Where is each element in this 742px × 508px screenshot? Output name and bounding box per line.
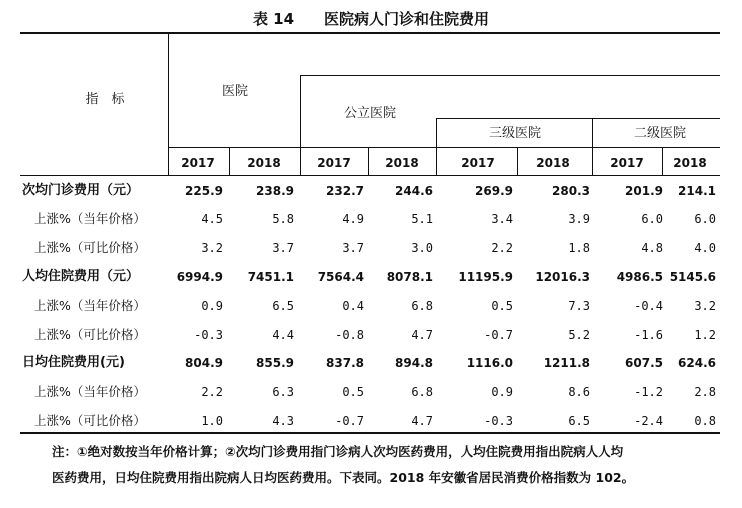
- table-cell: 3.7: [342, 241, 364, 255]
- grid-line: [20, 432, 720, 434]
- table-cell: 1.0: [201, 414, 223, 428]
- table-cell: 607.5: [625, 356, 663, 370]
- grid-line: [368, 147, 369, 175]
- table-cell: 280.3: [552, 184, 590, 198]
- table-cell: 225.9: [185, 184, 223, 198]
- table-cell: 3.2: [694, 299, 716, 313]
- table-cell: 0.4: [342, 299, 364, 313]
- table-cell: 0.5: [491, 299, 513, 313]
- table-cell: -1.2: [634, 385, 663, 399]
- header-indicator: 指 标: [85, 92, 125, 107]
- year-header: 2017: [461, 156, 495, 170]
- grid-line: [300, 75, 301, 175]
- table-cell: -0.3: [194, 328, 223, 342]
- table-cell: 7.3: [568, 299, 590, 313]
- table-cell: 4.5: [201, 212, 223, 226]
- table-cell: 6.3: [272, 385, 294, 399]
- table-cell: 4.7: [411, 414, 433, 428]
- table-cell: -0.7: [484, 328, 513, 342]
- table-cell: 1211.8: [543, 356, 590, 370]
- header-public-hospital: 公立医院: [343, 106, 396, 121]
- year-header: 2017: [610, 156, 644, 170]
- table-cell: 232.7: [326, 184, 364, 198]
- row-sub-label: 上涨%（可比价格）: [34, 327, 146, 342]
- table-cell: -0.3: [484, 414, 513, 428]
- table-cell: 3.0: [411, 241, 433, 255]
- table-cell: 6.0: [641, 212, 663, 226]
- table-cell: 8.6: [568, 385, 590, 399]
- table-cell: 4.0: [694, 241, 716, 255]
- table-cell: 7564.4: [317, 270, 364, 284]
- table-note-line-2: 医药费用，日均住院费用指出院病人日均医药费用。下表同。2018 年安徽省居民消费价格指数为 102。: [52, 470, 635, 485]
- table-cell: 201.9: [625, 184, 663, 198]
- year-header: 2018: [247, 156, 281, 170]
- grid-line: [229, 147, 230, 175]
- table-cell: 6.0: [694, 212, 716, 226]
- table-cell: 3.4: [491, 212, 513, 226]
- table-cell: 4.9: [342, 212, 364, 226]
- grid-line: [517, 147, 518, 175]
- table-cell: -2.4: [634, 414, 663, 428]
- table-cell: 214.1: [678, 184, 716, 198]
- header-grade3-hospital: 三级医院: [488, 126, 541, 141]
- grid-line: [168, 32, 169, 175]
- table-cell: 11195.9: [458, 270, 513, 284]
- table-cell: 6.5: [568, 414, 590, 428]
- row-sub-label: 上涨%（可比价格）: [34, 413, 146, 428]
- table-cell: 3.2: [201, 241, 223, 255]
- table-cell: -1.6: [634, 328, 663, 342]
- table-cell: 5145.6: [669, 270, 716, 284]
- table-cell: 837.8: [326, 356, 364, 370]
- table-cell: 238.9: [256, 184, 294, 198]
- table-cell: 2.2: [491, 241, 513, 255]
- header-grade2-hospital: 二级医院: [633, 126, 686, 141]
- row-sub-label: 上涨%（当年价格）: [34, 384, 146, 399]
- table-cell: 1116.0: [466, 356, 513, 370]
- table-cell: 5.2: [568, 328, 590, 342]
- row-label: 人均住院费用（元）: [22, 269, 140, 284]
- table-cell: 4986.5: [616, 270, 663, 284]
- table-cell: 244.6: [395, 184, 433, 198]
- table-cell: -0.7: [335, 414, 364, 428]
- table-cell: 3.7: [272, 241, 294, 255]
- table-cell: 6.8: [411, 299, 433, 313]
- year-header: 2018: [385, 156, 419, 170]
- table-title: 表 14 医院病人门诊和住院费用: [252, 10, 490, 28]
- table-cell: 0.5: [342, 385, 364, 399]
- table-cell: 0.9: [491, 385, 513, 399]
- table-note-line-1: 注：①绝对数按当年价格计算；②次均门诊费用指门诊病人次均医药费用，人均住院费用指出院病人人均: [52, 444, 624, 459]
- row-label: 日均住院费用(元): [22, 355, 125, 370]
- table-cell: 4.7: [411, 328, 433, 342]
- grid-line: [20, 175, 720, 176]
- year-header: 2017: [181, 156, 215, 170]
- table-cell: -0.8: [335, 328, 364, 342]
- grid-line: [592, 118, 593, 175]
- table-cell: 4.4: [272, 328, 294, 342]
- table-cell: 8078.1: [386, 270, 433, 284]
- table-cell: 2.2: [201, 385, 223, 399]
- row-sub-label: 上涨%（当年价格）: [34, 211, 146, 226]
- table-cell: 5.1: [411, 212, 433, 226]
- table-cell: 1.8: [568, 241, 590, 255]
- table-cell: 4.8: [641, 241, 663, 255]
- table-cell: 894.8: [395, 356, 433, 370]
- grid-line: [168, 147, 720, 148]
- table-cell: 6.8: [411, 385, 433, 399]
- row-label: 次均门诊费用（元）: [22, 183, 140, 198]
- table-cell: 269.9: [475, 184, 513, 198]
- grid-line: [436, 118, 437, 175]
- grid-line: [300, 75, 720, 76]
- row-sub-label: 上涨%（当年价格）: [34, 298, 146, 313]
- table-cell: -0.4: [634, 299, 663, 313]
- table-cell: 5.8: [272, 212, 294, 226]
- table-cell: 624.6: [678, 356, 716, 370]
- table-cell: 4.3: [272, 414, 294, 428]
- table-cell: 6994.9: [176, 270, 223, 284]
- year-header: 2018: [673, 156, 707, 170]
- table-cell: 0.9: [201, 299, 223, 313]
- year-header: 2017: [317, 156, 351, 170]
- row-sub-label: 上涨%（可比价格）: [34, 240, 146, 255]
- table-cell: 804.9: [185, 356, 223, 370]
- table-cell: 2.8: [694, 385, 716, 399]
- grid-line: [20, 32, 720, 34]
- table-cell: 7451.1: [247, 270, 294, 284]
- grid-line: [436, 118, 720, 119]
- table-cell: 855.9: [256, 356, 294, 370]
- table-cell: 12016.3: [535, 270, 590, 284]
- table-cell: 0.8: [694, 414, 716, 428]
- header-hospital: 医院: [221, 84, 248, 99]
- table-cell: 1.2: [694, 328, 716, 342]
- table-cell: 3.9: [568, 212, 590, 226]
- table-cell: 6.5: [272, 299, 294, 313]
- year-header: 2018: [536, 156, 570, 170]
